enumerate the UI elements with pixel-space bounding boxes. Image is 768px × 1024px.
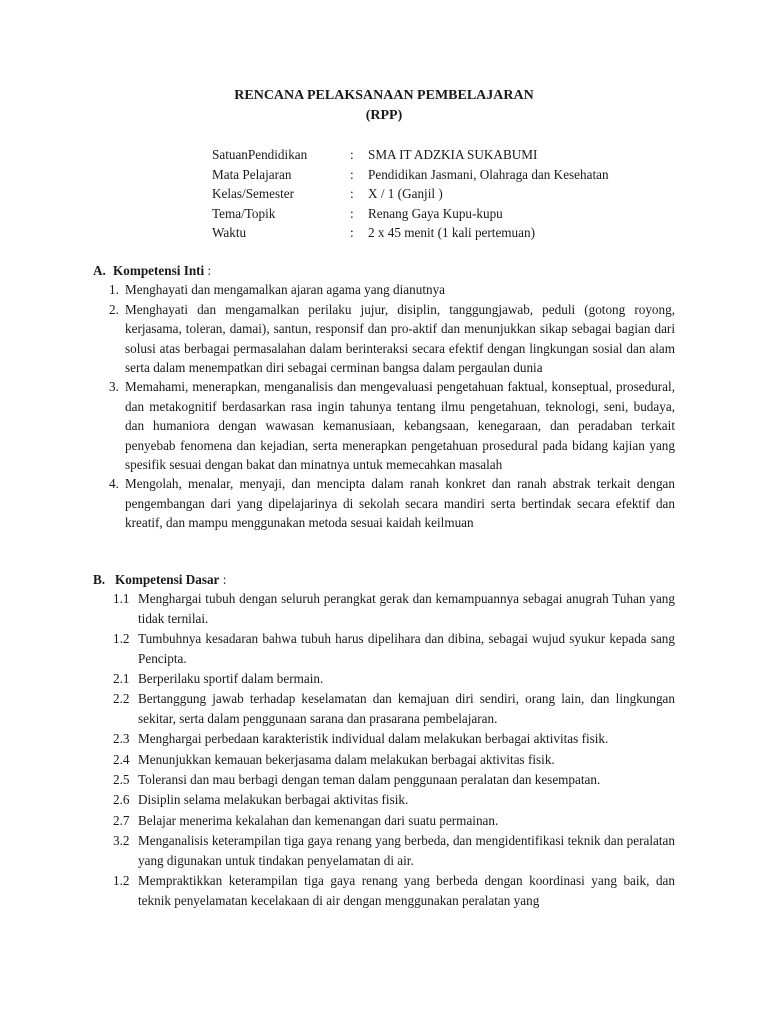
list-item-number: 1.2	[113, 631, 130, 647]
list-item-text: Berperilaku sportif dalam bermain.	[138, 671, 324, 687]
list-item	[113, 729, 675, 748]
identity-label: Tema/Topik	[212, 205, 276, 221]
identity-row	[212, 184, 609, 204]
identity-table	[212, 145, 609, 243]
identity-row	[212, 145, 609, 165]
identity-row	[212, 165, 609, 185]
identity-row	[212, 204, 609, 224]
list-item-text: Belajar menerima kekalahan dan kemenangan dari suatu permainan.	[138, 812, 499, 828]
list-item-number: 2.5	[113, 772, 130, 788]
list-item-text: Memahami, menerapkan, menganalisis dan mengevaluasi pengetahuan faktual, konseptual, prosedural, dan metakognitif berdasarkan rasa ingin tahunya tentang ilmu pengetahuan, teknologi, seni, budaya, dan humaniora dengan wawasan kemanusiaan, kebangsaan, kenegaraan, dan peradaban terkait penyebab fenomena dan kejadian, serta menerapkan pengetahuan prosedural pada bidang kajian yang spesifik sesuai dengan bakat dan minatnya untuk memecahkan masalah	[125, 379, 675, 473]
identity-colon: :	[350, 205, 354, 221]
identity-colon: :	[350, 225, 354, 240]
identity-colon: :	[350, 147, 354, 162]
identity-value: Pendidikan Jasmani, Olahraga dan Kesehatan	[368, 166, 609, 182]
list-item-text: Mempraktikkan keterampilan tiga gaya renang yang berbeda dengan koordinasi yang baik, dan teknik penyelamatan kecelakaan di air dengan menggunakan peralatan yang	[138, 873, 675, 908]
section-letter: A.	[93, 263, 106, 278]
identity-colon: :	[350, 186, 354, 201]
section-heading-text: Kompetensi Dasar	[115, 572, 220, 587]
identity-label: Waktu	[212, 225, 247, 240]
list-item-text: Menghayati dan mengamalkan perilaku jujur, disiplin, tanggungjawab, peduli (gotong royong, kerjasama, toleran, damai), santun, responsif dan pro-aktif dan menunjukkan sikap sebagai bagian dari solusi atas berbagai permasalahan dalam berinteraksi secara efektif dengan lingkungan sosial dan alam serta dalam menempatkan diri sebagai cerminan bangsa dalam pergaulan dunia	[125, 301, 675, 376]
list-item-number: 2.1	[113, 671, 130, 687]
list-item-number: 2.2	[113, 691, 130, 707]
list-item	[109, 280, 675, 299]
identity-value: SMA IT ADZKIA SUKABUMI	[368, 147, 538, 162]
list-item-number: 2.7	[113, 812, 130, 828]
list-item-number: 1.	[109, 282, 119, 298]
list-item-text: Toleransi dan mau berbagi dengan teman dalam penggunaan peralatan dan kesempatan.	[138, 772, 601, 788]
list-item	[113, 831, 675, 870]
kompetensi-inti-list	[93, 280, 675, 532]
list-item	[113, 790, 675, 809]
kompetensi-dasar-list	[93, 589, 675, 913]
list-item	[113, 750, 675, 769]
list-item-number: 2.3	[113, 731, 130, 747]
list-item	[109, 474, 675, 532]
list-item-text: Mengolah, menalar, menyaji, dan mencipta dalam ranah konkret dan ranah abstrak terkait dengan pengembangan dari yang dipelajarinya di sekolah secara mandiri serta bertindak secara efektif dan kreatif, dan mampu menggunakan metoda sesuai kaidah keilmuan	[125, 476, 675, 531]
identity-label: SatuanPendidikan	[212, 147, 308, 162]
list-item-text: Menganalisis keterampilan tiga gaya renang yang berbeda, dan mengidentifikasi teknik dan peralatan yang digunakan untuk tindakan penyelamatan di air.	[138, 833, 675, 868]
list-item-number: 2.	[109, 301, 119, 317]
list-item	[109, 377, 675, 474]
list-item-number: 2.6	[113, 792, 130, 808]
document-title: RENCANA PELAKSANAAN PEMBELAJARAN	[234, 88, 534, 103]
list-item	[113, 689, 675, 728]
section-kompetensi-dasar	[93, 570, 675, 914]
section-letter: B.	[93, 572, 106, 587]
section-heading-suffix: :	[219, 572, 227, 587]
list-item-text: Disiplin selama melakukan berbagai aktivitas fisik.	[138, 792, 409, 808]
list-item	[113, 770, 675, 789]
list-item	[113, 871, 675, 913]
list-item-text: Tumbuhnya kesadaran bahwa tubuh harus dipelihara dan dibina, sebagai wujud syukur kepada sang Pencipta.	[138, 631, 675, 666]
section-heading-text: Kompetensi Inti	[113, 263, 205, 278]
list-item-number: 1.2	[113, 873, 130, 889]
list-item-number: 2.4	[113, 751, 130, 767]
list-item	[113, 589, 675, 628]
section-kompetensi-inti	[93, 261, 675, 533]
section-heading-suffix: :	[204, 263, 212, 278]
list-item-number: 3.2	[113, 833, 130, 849]
list-item-text: Menghayati dan mengamalkan ajaran agama yang dianutnya	[125, 282, 446, 298]
list-item	[113, 811, 675, 830]
list-item-number: 1.1	[113, 591, 130, 607]
identity-label: Kelas/Semester	[212, 186, 295, 201]
document-subtitle: (RPP)	[365, 108, 403, 123]
identity-value: 2 x 45 menit (1 kali pertemuan)	[368, 225, 535, 240]
list-item-text: Menghargai tubuh dengan seluruh perangkat gerak dan kemampuannya sebagai anugrah Tuhan yang tidak ternilai.	[138, 591, 675, 626]
list-item-text: Bertanggung jawab terhadap keselamatan dan kemajuan diri sendiri, orang lain, dan lingkungan sekitar, serta dalam penggunaan sarana dan prasarana pembelajaran.	[138, 691, 675, 726]
identity-row	[212, 223, 609, 243]
section-heading	[93, 570, 675, 589]
list-item	[109, 300, 675, 378]
list-item-text: Menunjukkan kemauan bekerjasama dalam melakukan berbagai aktivitas fisik.	[138, 751, 555, 767]
list-item	[113, 629, 675, 668]
list-item	[113, 669, 675, 688]
list-item-number: 3.	[109, 379, 119, 395]
identity-colon: :	[350, 166, 354, 182]
identity-value: X / 1 (Ganjil )	[368, 186, 443, 201]
section-heading	[93, 261, 675, 280]
identity-label: Mata Pelajaran	[212, 166, 292, 182]
list-item-number: 4.	[109, 476, 119, 492]
identity-value: Renang Gaya Kupu-kupu	[368, 205, 503, 221]
list-item-text: Menghargai perbedaan karakteristik individual dalam melakukan berbagai aktivitas fisik.	[138, 731, 609, 747]
